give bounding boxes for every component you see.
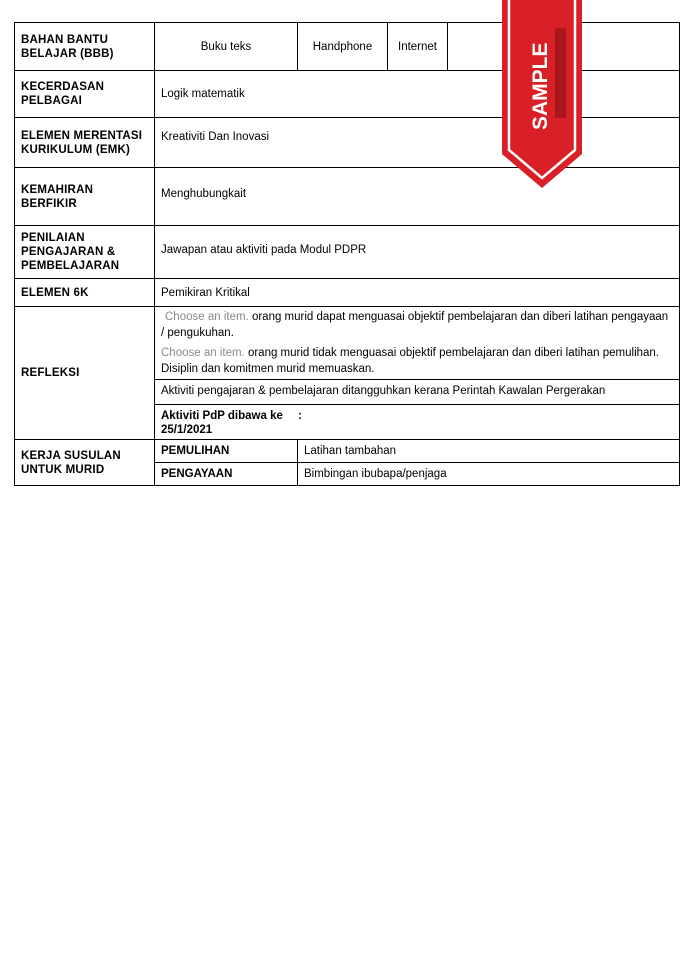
watermark-text: SAMPLE <box>529 42 552 130</box>
label-pemulihan: PEMULIHAN <box>155 440 298 463</box>
choose-item-dropdown-1[interactable]: Choose an item. <box>165 311 249 323</box>
choose-item-dropdown-2[interactable]: Choose an item. <box>161 347 245 359</box>
label-kemahiran: KEMAHIRAN BERFIKIR <box>15 168 155 226</box>
refleksi-dibawa <box>155 404 679 439</box>
label-emk: ELEMEN MERENTASI KURIKULUM (EMK) <box>15 118 155 168</box>
refleksi-line-1-text: orang murid dapat menguasai objektif pembelajaran dan diberi latihan pengayaan / pengukuhan. <box>161 311 669 339</box>
value-emk: Kreativiti Dan Inovasi <box>155 118 680 168</box>
value-refleksi <box>155 307 680 440</box>
ribbon-tag-band <box>555 28 566 118</box>
label-bbb: BAHAN BANTU BELAJAR (BBB) <box>15 23 155 71</box>
refleksi-line-3: Aktiviti pengajaran & pembelajaran ditangguhkan kerana Perintah Kawalan Pergerakan <box>155 379 679 404</box>
value-pemulihan: Latihan tambahan <box>298 440 680 463</box>
label-kecerdasan: KECERDASAN PELBAGAI <box>15 71 155 118</box>
bbb-item-internet: Internet <box>388 23 448 71</box>
value-elemen6k: Pemikiran Kritikal <box>155 279 680 307</box>
label-refleksi: REFLEKSI <box>15 307 155 440</box>
label-elemen6k: ELEMEN 6K <box>15 279 155 307</box>
value-kecerdasan: Logik matematik <box>155 71 680 118</box>
dibawa-label: Aktiviti PdP dibawa ke <box>161 410 283 422</box>
sample-watermark-ribbon <box>500 0 584 190</box>
refleksi-line-2 <box>155 343 679 379</box>
bbb-item-handphone: Handphone <box>298 23 388 71</box>
dibawa-colon: : <box>298 410 302 422</box>
label-pengayaan: PENGAYAAN <box>155 463 298 486</box>
refleksi-line-2-text: orang murid tidak menguasai objektif pembelajaran dan diberi latihan pemulihan. Disiplin dan komitmen murid memuaskan. <box>161 347 660 375</box>
refleksi-line-1 <box>155 307 679 343</box>
bbb-item-buku-teks: Buku teks <box>155 23 298 71</box>
value-pengayaan: Bimbingan ibubapa/penjaga <box>298 463 680 486</box>
row-refleksi <box>15 307 680 440</box>
value-kemahiran: Menghubungkait <box>155 168 680 226</box>
row-penilaian <box>15 226 680 279</box>
dibawa-date: 25/1/2021 <box>161 424 213 436</box>
row-kerja-pemulihan <box>15 440 680 463</box>
label-kerja-susulan: KERJA SUSULAN UNTUK MURID <box>15 440 155 486</box>
value-penilaian: Jawapan atau aktiviti pada Modul PDPR <box>155 226 680 279</box>
row-elemen6k <box>15 279 680 307</box>
label-penilaian: PENILAIAN PENGAJARAN & PEMBELAJARAN <box>15 226 155 279</box>
